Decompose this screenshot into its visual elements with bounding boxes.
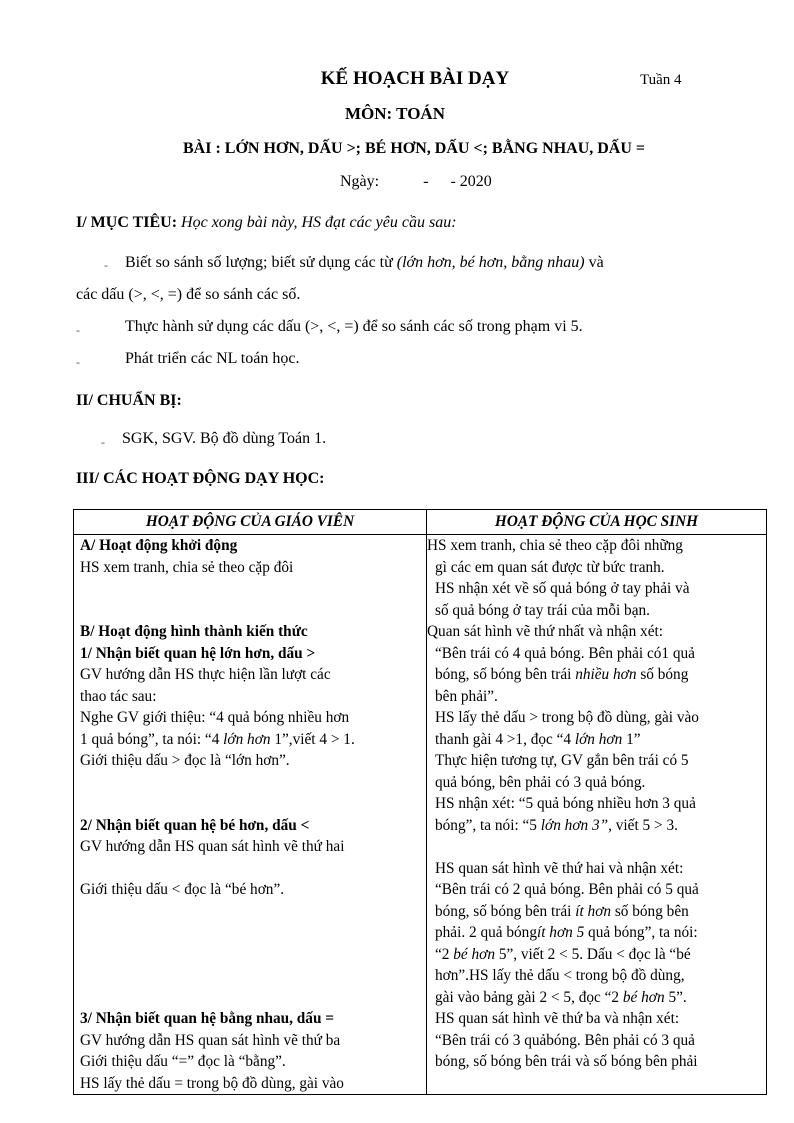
student-text: 5”. xyxy=(664,988,687,1006)
section-objectives xyxy=(76,214,457,232)
week-label: Tuần 4 xyxy=(640,72,682,88)
date-year: - 2020 xyxy=(450,173,492,190)
teacher-b1-heading: 1/ Nhận biết quan hệ lớn hơn, dấu > xyxy=(80,644,316,662)
section-objectives-heading: I/ MỤC TIÊU: xyxy=(76,214,178,231)
objective-item-3: Phát triển các NL toán học. xyxy=(125,350,300,367)
student-text: phải. 2 quả bóng xyxy=(435,924,537,941)
page-title: KẾ HOẠCH BÀI DẠY xyxy=(320,68,510,89)
teacher-line: GV hướng dẫn HS quan sát hình vẽ thứ ba xyxy=(80,1031,341,1049)
student-text: số bóng bên xyxy=(611,902,689,920)
student-line: Thực hiện tương tự, GV gắn bên trái có 5 xyxy=(435,752,689,769)
student-line xyxy=(435,987,760,1009)
student-text: bóng, số bóng bên trái xyxy=(435,902,576,920)
objective-item-1-terms: (lớn hơn, bé hơn, bằng nhau) xyxy=(396,254,585,271)
student-term: ít hơn 5 xyxy=(536,924,585,941)
student-line: “Bên trái có 3 quảbóng. Bên phải có 3 quả xyxy=(435,1031,695,1049)
section-activities-heading: III/ CÁC HOẠT ĐỘNG DẠY HỌC: xyxy=(76,470,325,487)
teacher-line: Giới thiệu dấu < đọc là “bé hơn”. xyxy=(80,881,285,898)
teacher-activities-cell xyxy=(74,535,427,1095)
student-line xyxy=(435,664,760,686)
bullet-dash: - xyxy=(76,355,80,369)
student-line: gì các em quan sát được từ bức tranh. xyxy=(435,558,665,576)
student-text: bóng, số bóng bên trái xyxy=(435,666,576,683)
student-activities-cell xyxy=(427,535,767,1095)
teacher-line: HS xem tranh, chia sẻ theo cặp đôi xyxy=(80,558,294,576)
teacher-section-b-heading: B/ Hoạt động hình thành kiến thức xyxy=(80,623,308,640)
lesson-title: BÀI : LỚN HƠN, DẤU >; BÉ HƠN, DẤU <; BẰNG NHAU, DẤU = xyxy=(183,140,646,157)
teacher-line xyxy=(80,729,426,751)
objective-item-1-cont: các dấu (>, <, =) để so sánh các số. xyxy=(76,286,301,303)
student-line xyxy=(435,901,760,923)
student-text: thanh gài 4 >1, đọc “4 xyxy=(435,730,575,748)
bullet-dash: - xyxy=(104,258,108,272)
student-text: 1” xyxy=(622,730,641,748)
teacher-line: thao tác sau: xyxy=(80,687,157,705)
objective-item-1-text: Biết so sánh số lượng; biết sử dụng các từ xyxy=(125,254,397,271)
student-term: nhiều hơn xyxy=(575,666,637,683)
student-line: bên phải”. xyxy=(435,687,498,705)
student-text: viết 5 > 3. xyxy=(611,816,678,834)
student-line: HS quan sát hình vẽ thứ hai và nhận xét: xyxy=(435,859,684,877)
student-line: số quả bóng ở tay trái của mỗi bạn. xyxy=(435,601,650,619)
student-line: HS xem tranh, chia sẻ theo cặp đôi những xyxy=(427,537,683,554)
activities-table xyxy=(73,509,767,1095)
student-line: “Bên trái có 4 quả bóng. Bên phải có1 quả xyxy=(435,644,695,662)
student-line xyxy=(435,729,760,751)
student-term: lớn hơn 3”, xyxy=(540,816,612,834)
objective-item-1-tail: và xyxy=(584,254,604,271)
teacher-line: Giới thiệu dấu “=” đọc là “bằng”. xyxy=(80,1053,286,1070)
teacher-line: GV hướng dẫn HS thực hiện lần lượt các xyxy=(80,666,331,683)
student-line xyxy=(435,922,760,944)
student-column-header: HOẠT ĐỘNG CỦA HỌC SINH xyxy=(427,510,767,535)
student-line: bóng, số bóng bên trái và số bóng bên phải xyxy=(435,1053,698,1070)
date-label: Ngày: xyxy=(340,173,380,190)
bullet-dash: - xyxy=(76,323,80,337)
teacher-text: 1 quả bóng”, ta nói: “4 xyxy=(80,730,224,748)
student-text: gài vào bảng gài 2 < 5, đọc “2 xyxy=(435,988,623,1006)
student-text: bóng”, ta nói: “5 xyxy=(435,816,541,834)
student-line: quả bóng, bên phải có 3 quả bóng. xyxy=(435,773,646,791)
date-separator: - xyxy=(423,173,429,190)
student-line: “Bên trái có 2 quả bóng. Bên phải có 5 quả xyxy=(435,881,699,898)
teacher-line: HS lấy thẻ dấu = trong bộ đồ dùng, gài vào xyxy=(80,1074,344,1092)
student-term: bé hơn xyxy=(453,945,495,963)
date-line xyxy=(340,173,492,191)
student-line: hơn”.HS lấy thẻ dấu < trong bộ đồ dùng, xyxy=(435,967,685,984)
section-preparation-heading: II/ CHUẨN BỊ: xyxy=(76,392,182,409)
student-line: HS lấy thẻ dấu > trong bộ đồ dùng, gài vào xyxy=(435,709,699,726)
bullet-dash: - xyxy=(101,435,105,449)
teacher-b2-heading: 2/ Nhận biết quan hệ bé hơn, dấu < xyxy=(80,816,310,834)
student-text: “2 xyxy=(435,945,454,963)
table-row xyxy=(74,535,767,1095)
student-term: ít hơn xyxy=(575,902,612,920)
teacher-line: Nghe GV giới thiệu: “4 quả bóng nhiều hơn xyxy=(80,709,350,726)
student-text: 5”, viết 2 < 5. Dấu < đọc là “bé xyxy=(495,945,691,963)
teacher-b3-heading: 3/ Nhận biết quan hệ bằng nhau, dấu = xyxy=(80,1010,334,1027)
student-term: lớn hơn xyxy=(574,730,623,748)
student-line xyxy=(435,944,760,966)
teacher-text: 1”,viết 4 > 1. xyxy=(270,730,355,748)
table-header-row xyxy=(74,510,767,535)
subject-title: MÔN: TOÁN xyxy=(345,104,445,123)
teacher-line: Giới thiệu dấu > đọc là “lớn hơn”. xyxy=(80,752,290,769)
preparation-item-1: SGK, SGV. Bộ đồ dùng Toán 1. xyxy=(122,430,327,447)
teacher-term: lớn hơn xyxy=(223,730,271,748)
section-objectives-intro: Học xong bài này, HS đạt các yêu cầu sau: xyxy=(181,214,457,231)
student-line: HS quan sát hình vẽ thứ ba và nhận xét: xyxy=(435,1010,680,1027)
teacher-column-header: HOẠT ĐỘNG CỦA GIÁO VIÊN xyxy=(74,510,427,535)
student-line: Quan sát hình vẽ thứ nhất và nhận xét: xyxy=(427,623,663,640)
objective-item-2: Thực hành sử dụng các dấu (>, <, =) để so sánh các số trong phạm vi 5. xyxy=(125,318,583,335)
student-line: HS nhận xét về số quả bóng ở tay phải và xyxy=(435,580,690,597)
teacher-line: GV hướng dẫn HS quan sát hình vẽ thứ hai xyxy=(80,838,345,855)
objective-item-1 xyxy=(125,254,604,272)
student-text: quả bóng”, ta nói: xyxy=(584,924,698,941)
student-text: số bóng xyxy=(636,666,689,683)
student-line: HS nhận xét: “5 quả bóng nhiều hơn 3 quả xyxy=(435,795,696,812)
student-line xyxy=(435,815,760,837)
teacher-section-a-heading: A/ Hoạt động khởi động xyxy=(80,537,238,554)
student-term: bé hơn xyxy=(622,988,665,1006)
